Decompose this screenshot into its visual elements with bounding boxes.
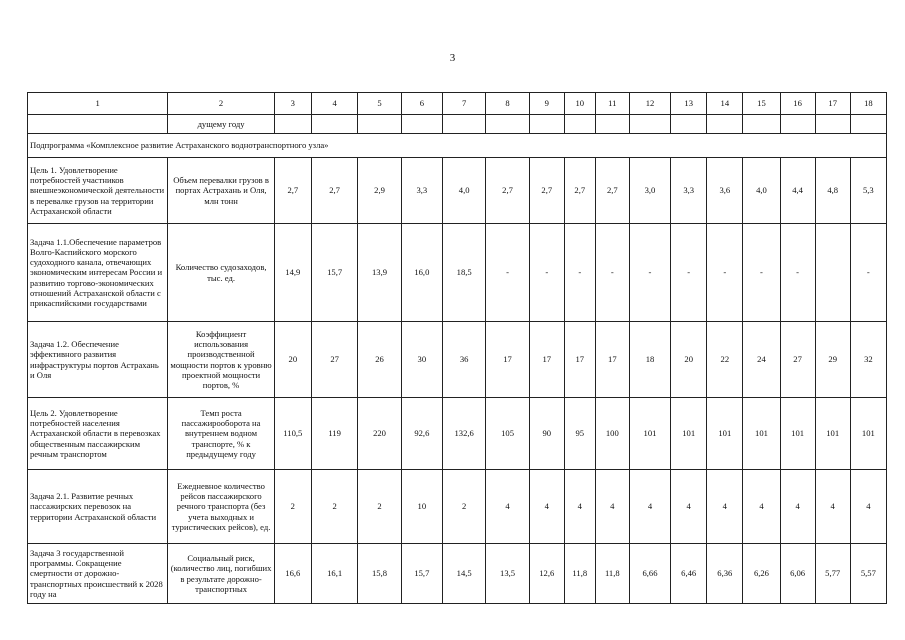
value-cell: 2,7 (486, 158, 529, 224)
value-cell: 92,6 (401, 398, 442, 470)
carry-indicator-cell: дущему году (168, 115, 274, 134)
carry-over-row (28, 115, 887, 134)
column-number: 3 (274, 93, 311, 115)
empty-cell (671, 115, 707, 134)
value-cell: 3,6 (707, 158, 743, 224)
value-cell: 24 (743, 322, 780, 398)
goal-task-cell: Задача 1.1.Обеспечение параметров Волго-Каспийского морского судоходного канала, отвечающих экономическим интересам России и развитию торгово-экономических отношений Астраханской области с прикаспийскими государствами (28, 224, 168, 322)
value-cell: 13,5 (486, 544, 529, 604)
value-cell: 30 (401, 322, 442, 398)
value-cell: 2,7 (564, 158, 595, 224)
value-cell: 101 (850, 398, 886, 470)
value-cell: 32 (850, 322, 886, 398)
value-cell: 15,7 (311, 224, 357, 322)
value-cell: 3,3 (671, 158, 707, 224)
value-cell: 2,7 (311, 158, 357, 224)
value-cell: 101 (629, 398, 670, 470)
column-number: 18 (850, 93, 886, 115)
indicator-cell: Объем перевалки грузов в портах Астрахань и Оля, млн тонн (168, 158, 274, 224)
indicator-row (28, 224, 887, 322)
value-cell: 16,0 (401, 224, 442, 322)
value-cell: 4,8 (815, 158, 850, 224)
value-cell: 2 (358, 470, 401, 544)
column-number: 12 (629, 93, 670, 115)
value-cell: 11,8 (564, 544, 595, 604)
value-cell: 10 (401, 470, 442, 544)
value-cell: 6,46 (671, 544, 707, 604)
column-number: 2 (168, 93, 274, 115)
value-cell: 26 (358, 322, 401, 398)
value-cell: - (629, 224, 670, 322)
value-cell: 13,9 (358, 224, 401, 322)
value-cell: 2 (274, 470, 311, 544)
value-cell: 2 (443, 470, 486, 544)
value-cell: 14,5 (443, 544, 486, 604)
value-cell (815, 224, 850, 322)
empty-cell (815, 115, 850, 134)
value-cell: 2,7 (274, 158, 311, 224)
goal-task-cell: Задача 1.2. Обеспечение эффективного развития инфраструктуры портов Астрахань и Оля (28, 322, 168, 398)
value-cell: 29 (815, 322, 850, 398)
value-cell: 119 (311, 398, 357, 470)
column-number: 1 (28, 93, 168, 115)
column-number: 15 (743, 93, 780, 115)
indicator-cell: Темп роста пассажирооборота на внутреннем водном транспорте, % к предыдущему году (168, 398, 274, 470)
value-cell: 4 (564, 470, 595, 544)
value-cell: - (743, 224, 780, 322)
empty-cell (564, 115, 595, 134)
value-cell: 20 (671, 322, 707, 398)
indicator-cell: Ежедневное количество рейсов пассажирского речного транспорта (без учета выходных и туристических рейсов), ед. (168, 470, 274, 544)
value-cell: 4 (780, 470, 815, 544)
value-cell: 4 (671, 470, 707, 544)
column-number: 4 (311, 93, 357, 115)
value-cell: 4 (743, 470, 780, 544)
value-cell: - (707, 224, 743, 322)
value-cell: 4,4 (780, 158, 815, 224)
value-cell: 220 (358, 398, 401, 470)
value-cell: 4 (629, 470, 670, 544)
column-number: 17 (815, 93, 850, 115)
empty-cell (529, 115, 564, 134)
value-cell: 101 (707, 398, 743, 470)
value-cell: 20 (274, 322, 311, 398)
value-cell: 27 (780, 322, 815, 398)
value-cell: 17 (529, 322, 564, 398)
value-cell: 101 (780, 398, 815, 470)
indicator-cell: Социальный риск, (количество лиц, погибших в результате дорожно-транспортных (168, 544, 274, 604)
value-cell: 16,1 (311, 544, 357, 604)
value-cell: 4 (486, 470, 529, 544)
value-cell: - (486, 224, 529, 322)
empty-cell (486, 115, 529, 134)
column-number: 8 (486, 93, 529, 115)
column-number: 11 (595, 93, 629, 115)
value-cell: 105 (486, 398, 529, 470)
value-cell: 6,06 (780, 544, 815, 604)
value-cell: 2,7 (595, 158, 629, 224)
value-cell: 12,6 (529, 544, 564, 604)
value-cell: 2,9 (358, 158, 401, 224)
value-cell: 11,8 (595, 544, 629, 604)
value-cell: 101 (815, 398, 850, 470)
indicator-cell: Коэффициент использования производственной мощности портов к уровню проектной мощности портов, % (168, 322, 274, 398)
column-number: 14 (707, 93, 743, 115)
value-cell: 27 (311, 322, 357, 398)
column-number: 5 (358, 93, 401, 115)
value-cell: 17 (564, 322, 595, 398)
value-cell: - (529, 224, 564, 322)
value-cell: 16,6 (274, 544, 311, 604)
value-cell: - (850, 224, 886, 322)
goal-task-cell: Цель 1. Удовлетворение потребностей участников внешнеэкономической деятельности в перевалке грузов на территории Астраханской области (28, 158, 168, 224)
value-cell: 6,66 (629, 544, 670, 604)
column-number: 7 (443, 93, 486, 115)
value-cell: 4 (815, 470, 850, 544)
value-cell: 95 (564, 398, 595, 470)
value-cell: 22 (707, 322, 743, 398)
empty-cell (595, 115, 629, 134)
value-cell: 4,0 (743, 158, 780, 224)
column-number: 16 (780, 93, 815, 115)
empty-cell (311, 115, 357, 134)
value-cell: 3,0 (629, 158, 670, 224)
column-number: 6 (401, 93, 442, 115)
goal-task-cell: Задача 2.1. Развитие речных пассажирских перевозок на территории Астраханской области (28, 470, 168, 544)
indicator-row (28, 158, 887, 224)
value-cell: 6,26 (743, 544, 780, 604)
value-cell: 110,5 (274, 398, 311, 470)
header-row (28, 93, 887, 115)
carry-name-cell (28, 115, 168, 134)
value-cell: - (595, 224, 629, 322)
empty-cell (629, 115, 670, 134)
empty-cell (850, 115, 886, 134)
empty-cell (443, 115, 486, 134)
subprogram-title: Подпрограмма «Комплексное развитие Астраханского воднотранспортного узла» (28, 134, 887, 158)
empty-cell (780, 115, 815, 134)
value-cell: - (780, 224, 815, 322)
value-cell: 17 (595, 322, 629, 398)
value-cell: 15,8 (358, 544, 401, 604)
value-cell: - (671, 224, 707, 322)
subprogram-row (28, 134, 887, 158)
empty-cell (358, 115, 401, 134)
empty-cell (274, 115, 311, 134)
value-cell: 36 (443, 322, 486, 398)
indicator-row (28, 398, 887, 470)
column-number: 9 (529, 93, 564, 115)
column-number: 10 (564, 93, 595, 115)
empty-cell (707, 115, 743, 134)
value-cell: 18,5 (443, 224, 486, 322)
value-cell: 4 (529, 470, 564, 544)
column-number: 13 (671, 93, 707, 115)
value-cell: 15,7 (401, 544, 442, 604)
value-cell: 5,3 (850, 158, 886, 224)
indicator-row (28, 470, 887, 544)
value-cell: 4 (707, 470, 743, 544)
value-cell: 17 (486, 322, 529, 398)
value-cell: 6,36 (707, 544, 743, 604)
empty-cell (743, 115, 780, 134)
value-cell: 18 (629, 322, 670, 398)
value-cell: 3,3 (401, 158, 442, 224)
value-cell: 4 (850, 470, 886, 544)
goal-task-cell: Цель 2. Удовлетворение потребностей населения Астраханской области в перевозках общественным пассажирским речным транспортом (28, 398, 168, 470)
goal-task-cell: Задача 3 государственной программы. Сокращение смертности от дорожно-транспортных происшествий к 2028 году на (28, 544, 168, 604)
value-cell: 2 (311, 470, 357, 544)
value-cell: 14,9 (274, 224, 311, 322)
value-cell: 100 (595, 398, 629, 470)
value-cell: 2,7 (529, 158, 564, 224)
value-cell: 4 (595, 470, 629, 544)
empty-cell (401, 115, 442, 134)
value-cell: 101 (671, 398, 707, 470)
value-cell: 101 (743, 398, 780, 470)
value-cell: 5,77 (815, 544, 850, 604)
value-cell: - (564, 224, 595, 322)
value-cell: 90 (529, 398, 564, 470)
indicators-table (27, 92, 887, 604)
value-cell: 5,57 (850, 544, 886, 604)
indicator-row (28, 544, 887, 604)
indicator-cell: Количество судозаходов, тыс. ед. (168, 224, 274, 322)
value-cell: 4,0 (443, 158, 486, 224)
value-cell: 132,6 (443, 398, 486, 470)
page-number: 3 (449, 52, 456, 64)
indicator-row (28, 322, 887, 398)
